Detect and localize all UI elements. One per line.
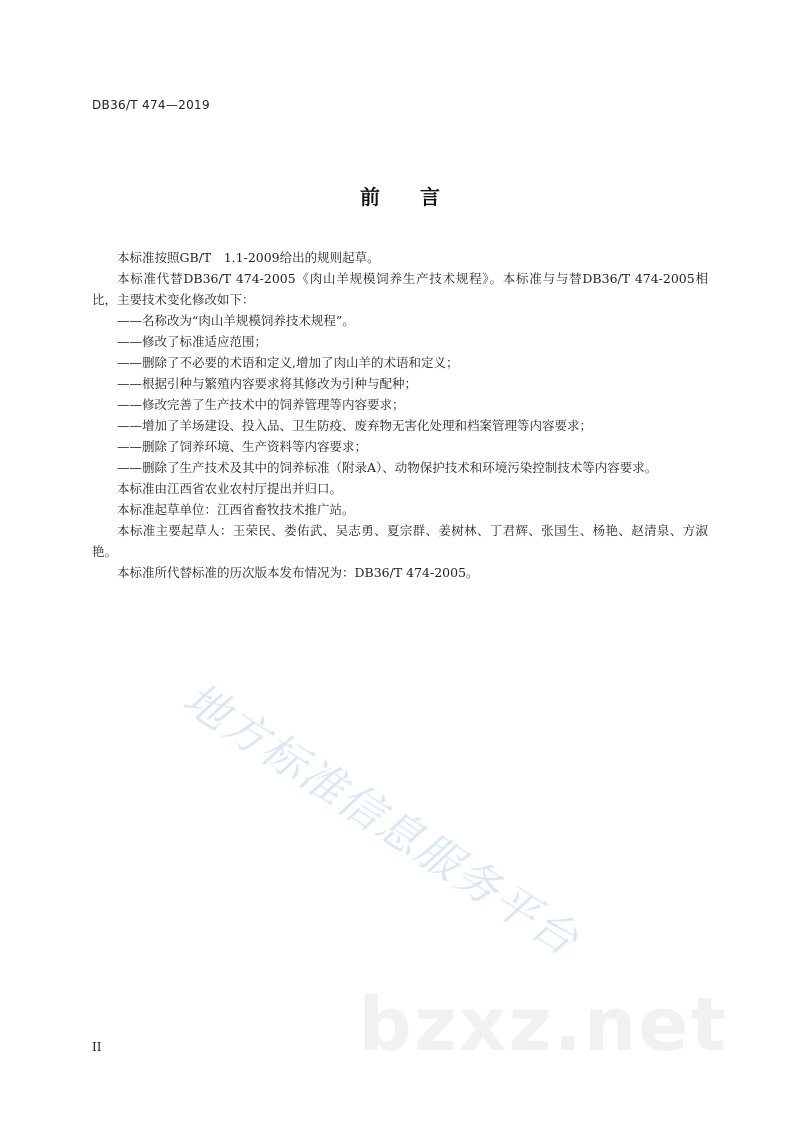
- change-item: ——根据引种与繁殖内容要求将其修改为引种与配种；: [117, 376, 418, 391]
- watermark-logo: bzxz.net: [358, 982, 728, 1068]
- paragraph: 本标准主要起草人：王荣民、娄佑武、吴志勇、夏宗群、姜树林、丁君辉、张国生、杨艳、赵清泉、方淑艳。: [92, 523, 708, 559]
- change-item: ——删除了不必要的术语和定义,增加了肉山羊的术语和定义；: [117, 355, 459, 370]
- title-char-2: 言: [420, 185, 440, 209]
- watermark-text: 地方标准信息服务平台: [174, 673, 588, 967]
- standard-code: DB36/T 474—2019: [92, 98, 210, 112]
- change-item: ——增加了羊场建设、投入品、卫生防疫、废弃物无害化处理和档案管理等内容要求；: [117, 418, 593, 433]
- title-char-1: 前: [360, 185, 380, 209]
- change-item: ——删除了饲养环境、生产资料等内容要求；: [117, 439, 368, 454]
- change-item: ——删除了生产技术及其中的饲养标准（附录A）、动物保护技术和环境污染控制技术等内容要求。: [117, 460, 658, 475]
- foreword-body: [92, 247, 708, 583]
- page-number: II: [92, 1040, 102, 1054]
- section-title: [0, 181, 800, 210]
- paragraph: 本标准按照GB/T 1.1-2009给出的规则起草。: [117, 250, 380, 265]
- change-item: ——修改了标准适应范围；: [117, 334, 268, 349]
- change-item: ——名称改为“肉山羊规模饲养技术规程”。: [117, 313, 355, 328]
- paragraph: 本标准代替DB36/T 474-2005《肉山羊规模饲养生产技术规程》。本标准与与替DB36/T 474-2005相比，主要技术变化修改如下：: [92, 271, 708, 307]
- paragraph: 本标准所代替标准的历次版本发布情况为：DB36/T 474-2005。: [117, 565, 479, 580]
- paragraph: 本标准起草单位：江西省畜牧技术推广站。: [117, 502, 355, 517]
- paragraph: 本标准由江西省农业农村厅提出并归口。: [117, 481, 343, 496]
- change-item: ——修改完善了生产技术中的饲养管理等内容要求；: [117, 397, 405, 412]
